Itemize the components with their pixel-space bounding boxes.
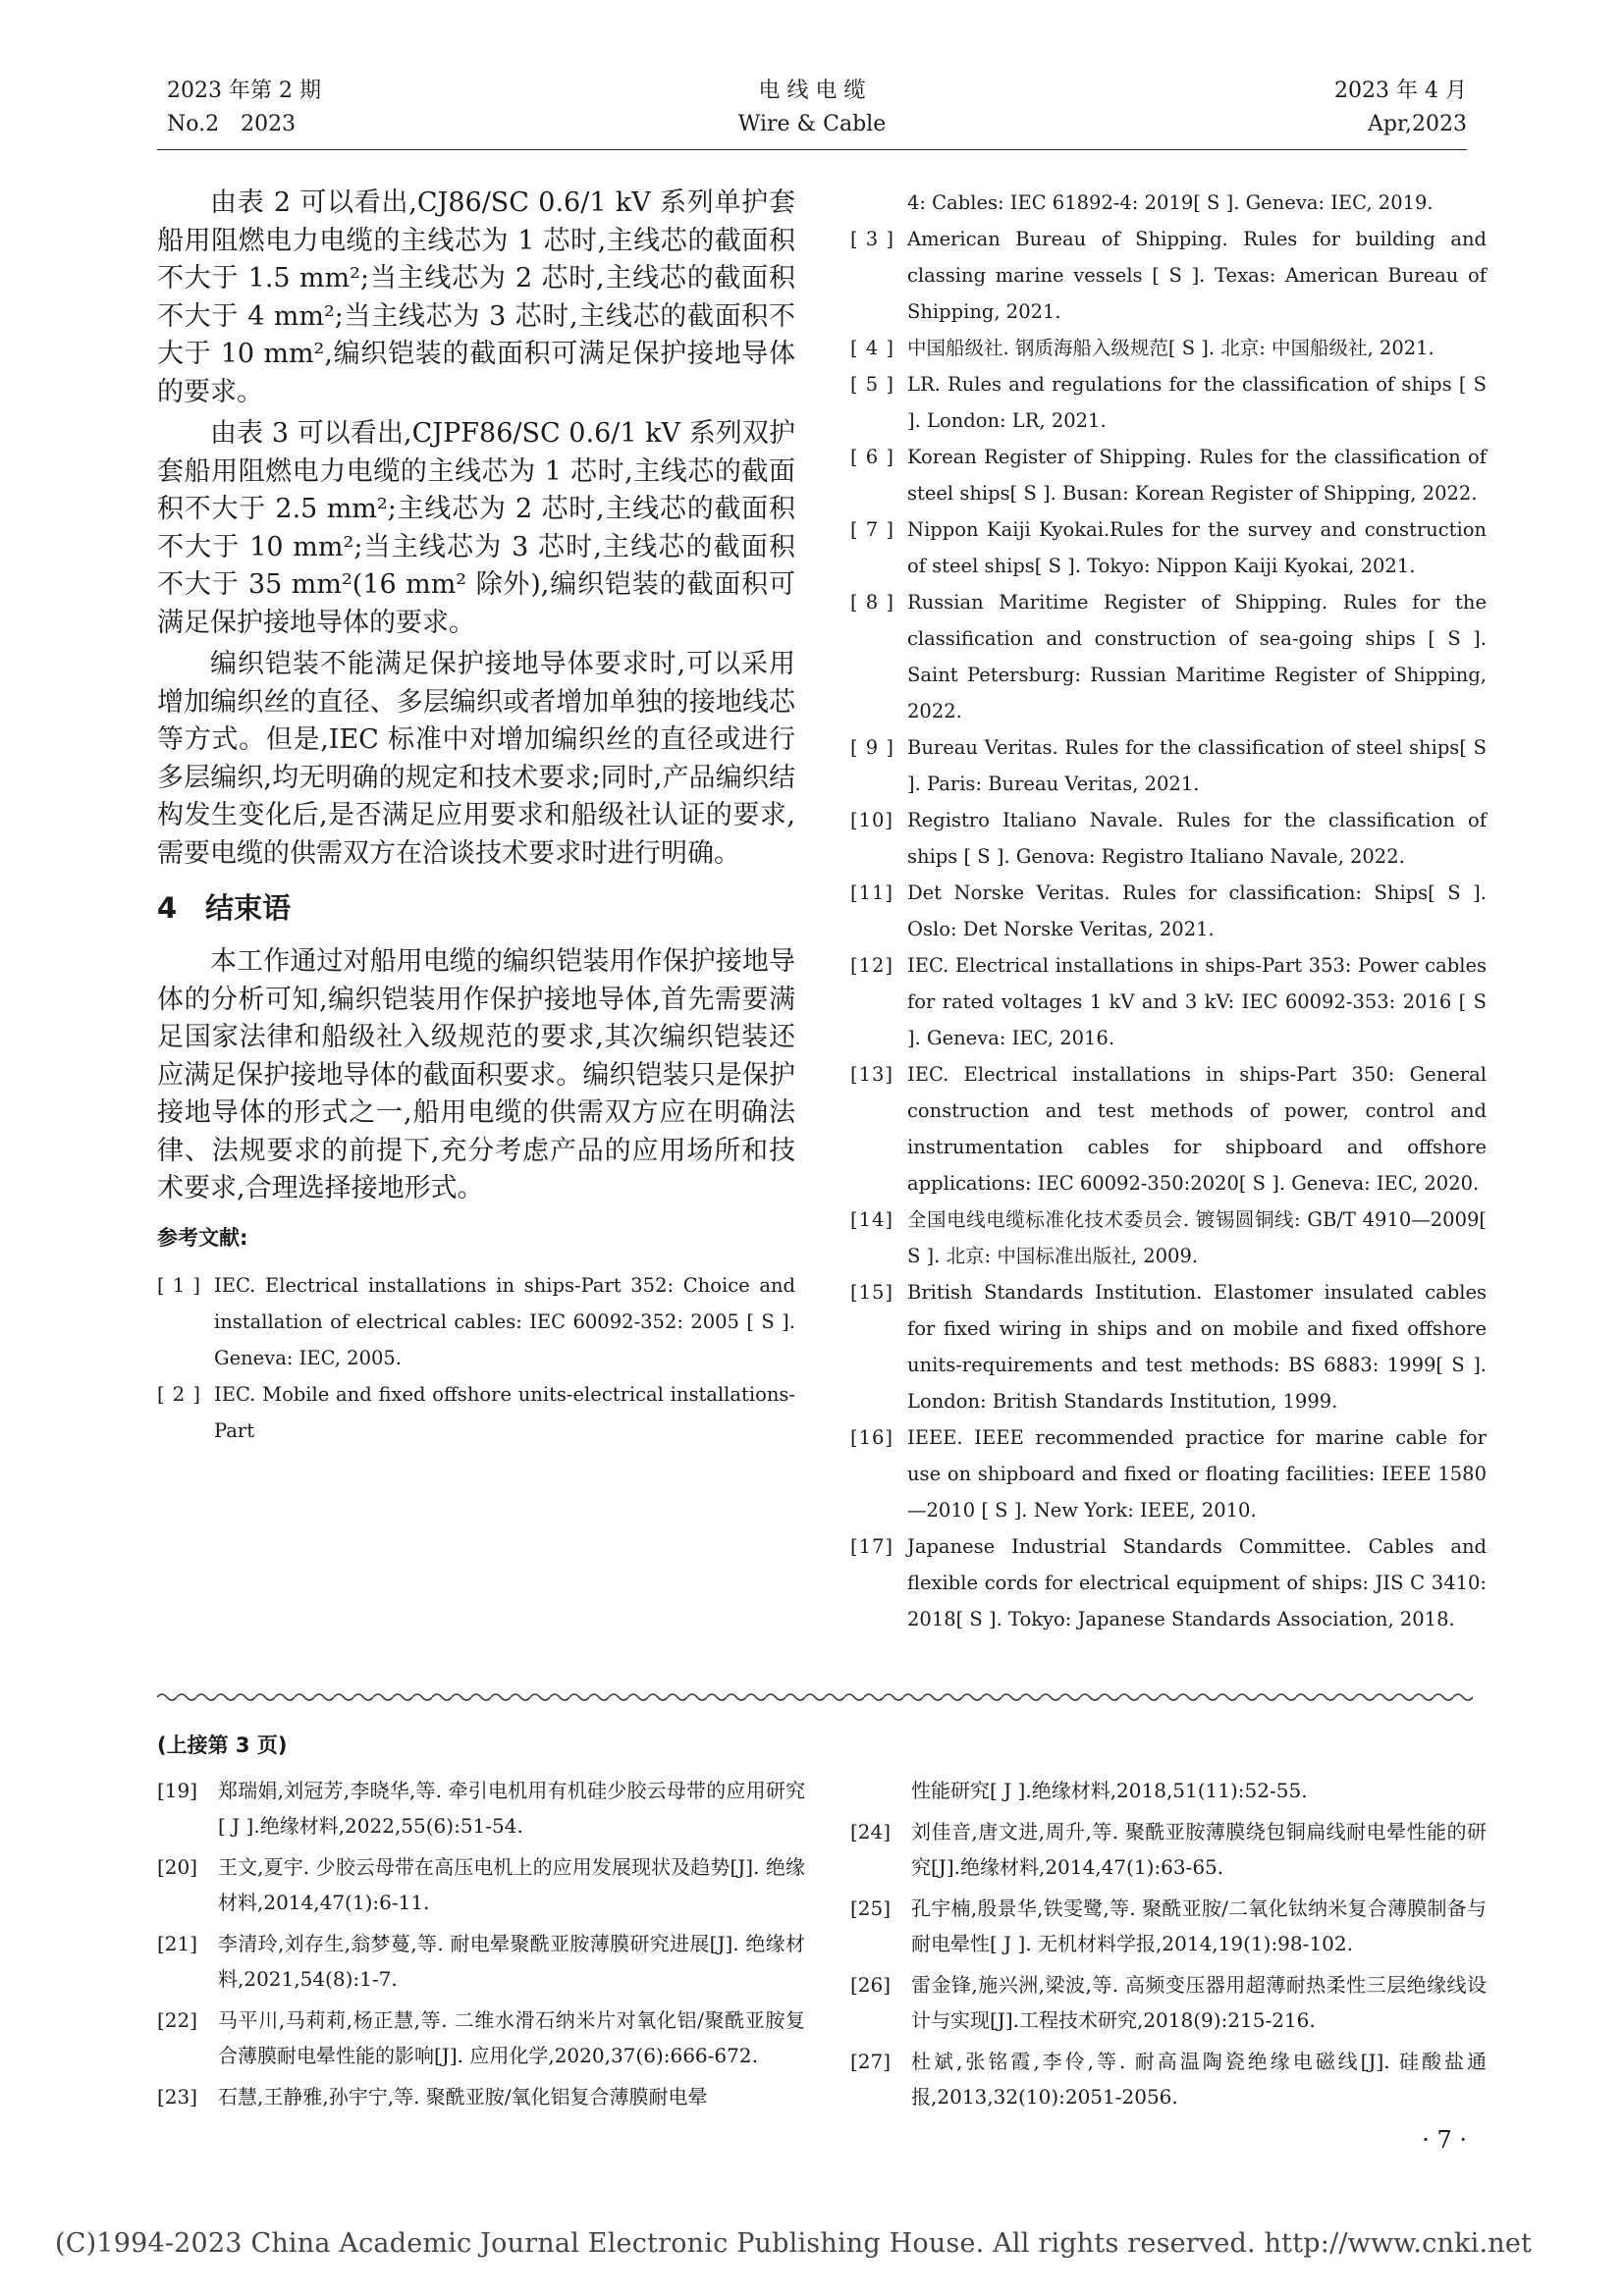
reference-text: IEC. Mobile and fixed offshore units-electrical installations-Part — [214, 1382, 795, 1442]
reference-item — [850, 221, 1487, 330]
reference-item — [157, 1376, 795, 1449]
reference-item — [157, 2079, 805, 2114]
reference-item — [157, 1926, 805, 1997]
date-en: Apr,2023 — [1367, 112, 1467, 136]
reference-number: [15] — [850, 1281, 894, 1304]
reference-item — [850, 584, 1487, 729]
reference-number: [13] — [850, 1063, 894, 1086]
reference-item — [850, 330, 1487, 366]
reference-number: [22] — [157, 2008, 198, 2032]
reference-item — [850, 1814, 1487, 1885]
reference-number: [10] — [850, 809, 894, 831]
reference-number: [23] — [157, 2085, 198, 2109]
reference-item — [157, 2002, 805, 2073]
reference-item — [850, 1967, 1487, 2038]
reference-number: [21] — [157, 1932, 198, 1955]
reference-list-left — [157, 1267, 795, 1449]
continued-left-column — [157, 1773, 805, 2120]
reference-number: [25] — [850, 1896, 892, 1920]
reference-item — [850, 1274, 1487, 1419]
reference-item — [850, 1419, 1487, 1528]
reference-continuation: 4: Cables: IEC 61892-4: 2019[ S ]. Geneva: IEC, 2019. — [907, 191, 1434, 214]
reference-text: 全国电线电缆标准化技术委员会. 镀锡圆铜线: GB/T 4910—2009[ S ]. 北京: 中国标准出版社, 2009. — [907, 1208, 1487, 1267]
reference-text: Korean Register of Shipping. Rules for the classification of steel ships[ S ]. Busan: Korean Register of Shipping, 2022. — [907, 446, 1487, 505]
reference-item — [850, 439, 1487, 511]
section-heading: 4 结束语 — [157, 891, 292, 925]
references-heading: 参考文献: — [157, 1225, 248, 1250]
reference-text: 李清玲,刘存生,翁梦蔓,等. 耐电晕聚酰亚胺薄膜研究进展[J]. 绝缘材料,2021,54(8):1-7. — [218, 1932, 805, 1991]
reference-number: [19] — [157, 1779, 198, 1802]
reference-number: [ 5 ] — [850, 373, 895, 396]
reference-item — [850, 1056, 1487, 1201]
reference-number: [ 3 ] — [850, 228, 895, 250]
issue-en: No.2 2023 — [167, 112, 297, 136]
reference-item — [850, 366, 1487, 439]
reference-text: LR. Rules and regulations for the classification of ships [ S ]. London: LR, 2021. — [907, 373, 1487, 432]
reference-number: [11] — [850, 881, 894, 904]
reference-text: 王文,夏宇. 少胶云母带在高压电机上的应用发展现状及趋势[J]. 绝缘材料,2014,47(1):6-11. — [218, 1855, 805, 1914]
reference-text: 孔宇楠,殷景华,铁雯鹭,等. 聚酰亚胺/二氧化钛纳米复合薄膜制备与耐电晕性[ J ]. 无机材料学报,2014,19(1):98-102. — [911, 1896, 1487, 1955]
wavy-divider — [157, 1690, 1473, 1704]
reference-number: [20] — [157, 1855, 198, 1879]
reference-item — [850, 1891, 1487, 1961]
journal-name-en: Wire & Cable — [737, 112, 887, 136]
reference-text: Bureau Veritas. Rules for the classification of steel ships[ S ]. Paris: Bureau Veritas, 2021. — [907, 736, 1487, 795]
right-column — [850, 185, 1487, 1637]
issue-cn: 2023 年第 2 期 — [167, 79, 321, 103]
paragraph-conclusion: 本工作通过对船用电缆的编织铠装用作保护接地导体的分析可知,编织铠装用作保护接地导体,首先需要满足国家法律和船级社入级规范的要求,其次编织铠装还应满足保护接地导体的截面积要求。编织铠装只是保护接地导体的形式之一,船用电缆的供需双方应在明确法律、法规要求的前提下,充分考虑产品的应用场所和技术要求,合理选择接地形式。 — [157, 946, 795, 1203]
reference-item — [157, 1267, 795, 1376]
page-number: · 7 · — [1422, 2126, 1467, 2154]
copyright-footer: (C)1994-2023 China Academic Journal Electronic Publishing House. All rights reserved. http://www.cnki.net — [55, 2228, 1533, 2259]
reference-number: [26] — [850, 1973, 892, 1997]
reference-item — [850, 875, 1487, 947]
reference-number: [ 6 ] — [850, 446, 895, 468]
reference-text: British Standards Institution. Elastomer insulated cables for fixed wiring in ships and on mobile and fixed offshore units-requirements and test methods: BS 6883: 1999[ S ]. London: British Standards Institution, 1999. — [907, 1281, 1487, 1413]
reference-item — [157, 1849, 805, 1920]
reference-item — [850, 2044, 1487, 2114]
reference-text: Russian Maritime Register of Shipping. Rules for the classification and construction of sea-going ships [ S ]. Saint Petersburg: Russian Maritime Register of Shipping, 2022. — [907, 591, 1487, 722]
reference-item — [850, 729, 1487, 802]
reference-number: [ 9 ] — [850, 736, 895, 759]
reference-number: [24] — [850, 1820, 892, 1843]
reference-number: [17] — [850, 1535, 894, 1558]
reference-continuation: 性能研究[ J ].绝缘材料,2018,51(11):52-55. — [911, 1779, 1308, 1802]
continued-right-column — [850, 1773, 1487, 2120]
reference-text: IEC. Electrical installations in ships-Part 350: General construction and test methods of power, control and instrumentation cables for shipboard and offshore applications: IEC 60092-350:2020[ S ]. Geneva: IEC, 2020. — [907, 1063, 1487, 1195]
reference-number: [27] — [850, 2050, 892, 2073]
date-cn: 2023 年 4 月 — [1334, 79, 1467, 103]
reference-number: [16] — [850, 1426, 894, 1449]
continued-heading: (上接第 3 页) — [157, 1734, 288, 1757]
reference-number: [ 2 ] — [157, 1382, 202, 1406]
reference-text: Nippon Kaiji Kyokai.Rules for the survey and construction of steel ships[ S ]. Tokyo: Nippon Kaiji Kyokai, 2021. — [907, 518, 1487, 577]
reference-item — [850, 1528, 1487, 1637]
paragraph-armor: 编织铠装不能满足保护接地导体要求时,可以采用增加编织丝的直径、多层编织或者增加单独的接地线芯等方式。但是,IEC 标准中对增加编织丝的直径或进行多层编织,均无明确的规定和技术要求;同时,产品编织结构发生变化后,是否满足应用要求和船级社认证的要求,需要电缆的供需双方在洽谈技术要求时进行明确。 — [157, 649, 795, 869]
reference-item — [850, 947, 1487, 1056]
reference-text: IEC. Electrical installations in ships-Part 353: Power cables for rated voltages 1 kV and 3 kV: IEC 60092-353: 2016 [ S ]. Geneva: IEC, 2016. — [907, 954, 1487, 1049]
paragraph-table2: 由表 2 可以看出,CJ86/SC 0.6/1 kV 系列单护套船用阻燃电力电缆的主线芯为 1 芯时,主线芯的截面积不大于 1.5 mm²;当主线芯为 2 芯时,主线芯的截面积不大于 4 mm²;当主线芯为 3 芯时,主线芯的截面积不大于 10 mm²,编织铠装的截面积可满足保护接地导体的要求。 — [157, 187, 795, 407]
reference-number: [14] — [850, 1208, 894, 1231]
reference-number: [ 4 ] — [850, 337, 895, 359]
reference-text: 中国船级社. 钢质海船入级规范[ S ]. 北京: 中国船级社, 2021. — [907, 337, 1435, 359]
reference-item — [850, 802, 1487, 875]
header-date — [1334, 75, 1467, 141]
reference-text: 杜斌,张铭霞,李伶,等. 耐高温陶瓷绝缘电磁线[J]. 硅酸盐通报,2013,32(10):2051-2056. — [911, 2050, 1487, 2109]
reference-text: 刘佳音,唐文进,周升,等. 聚酰亚胺薄膜绕包铜扁线耐电晕性能的研究[J].绝缘材料,2014,47(1):63-65. — [911, 1820, 1487, 1879]
reference-item — [850, 511, 1487, 584]
paragraph-table3: 由表 3 可以看出,CJPF86/SC 0.6/1 kV 系列双护套船用阻燃电力电缆的主线芯为 1 芯时,主线芯的截面积不大于 2.5 mm²;主线芯为 2 芯时,主线芯的截面积不大于 10 mm²;当主线芯为 3 芯时,主线芯的截面积不大于 35 mm²(16 mm² 除外),编织铠装的截面积可满足保护接地导体的要求。 — [157, 418, 795, 638]
reference-item — [850, 1201, 1487, 1274]
reference-number: [ 8 ] — [850, 591, 895, 614]
reference-number: [ 7 ] — [850, 518, 895, 541]
reference-text: Det Norske Veritas. Rules for classification: Ships[ S ]. Oslo: Det Norske Veritas, 2021. — [907, 881, 1487, 940]
reference-text: Registro Italiano Navale. Rules for the classification of ships [ S ]. Genova: Registro Italiano Navale, 2022. — [907, 809, 1487, 868]
reference-text: 雷金锋,施兴洲,梁波,等. 高频变压器用超薄耐热柔性三层绝缘线设计与实现[J].工程技术研究,2018(9):215-216. — [911, 1973, 1487, 2032]
left-column — [157, 185, 795, 1449]
reference-text: IEEE. IEEE recommended practice for marine cable for use on shipboard and fixed or floating facilities: IEEE 1580—2010 [ S ]. New York: IEEE, 2010. — [907, 1426, 1487, 1522]
reference-list-right — [850, 221, 1487, 1637]
reference-text: 马平川,马莉莉,杨正慧,等. 二维水滑石纳米片对氧化铝/聚酰亚胺复合薄膜耐电晕性能的影响[J]. 应用化学,2020,37(6):666-672. — [218, 2008, 805, 2067]
reference-number: [ 1 ] — [157, 1273, 202, 1297]
reference-text: IEC. Electrical installations in ships-Part 352: Choice and installation of electrical cables: IEC 60092-352: 2005 [ S ]. Geneva: IEC, 2005. — [214, 1273, 795, 1369]
reference-number: [12] — [850, 954, 894, 977]
reference-text: Japanese Industrial Standards Committee. Cables and flexible cords for electrical equipment of ships: JIS C 3410: 2018[ S ]. Tokyo: Japanese Standards Association, 2018. — [907, 1535, 1487, 1630]
reference-item — [157, 1773, 805, 1843]
reference-text: 郑瑞娟,刘冠芳,李晓华,等. 牵引电机用有机硅少胶云母带的应用研究[ J ].绝缘材料,2022,55(6):51-54. — [218, 1779, 805, 1838]
journal-name-cn: 电 线 电 缆 — [758, 79, 866, 103]
reference-text: American Bureau of Shipping. Rules for building and classing marine vessels [ S ]. Texas: American Bureau of Shipping, 2021. — [907, 228, 1487, 323]
reference-text: 石慧,王静雅,孙宇宁,等. 聚酰亚胺/氧化铝复合薄膜耐电晕 — [218, 2085, 708, 2109]
header-rule — [157, 149, 1467, 150]
